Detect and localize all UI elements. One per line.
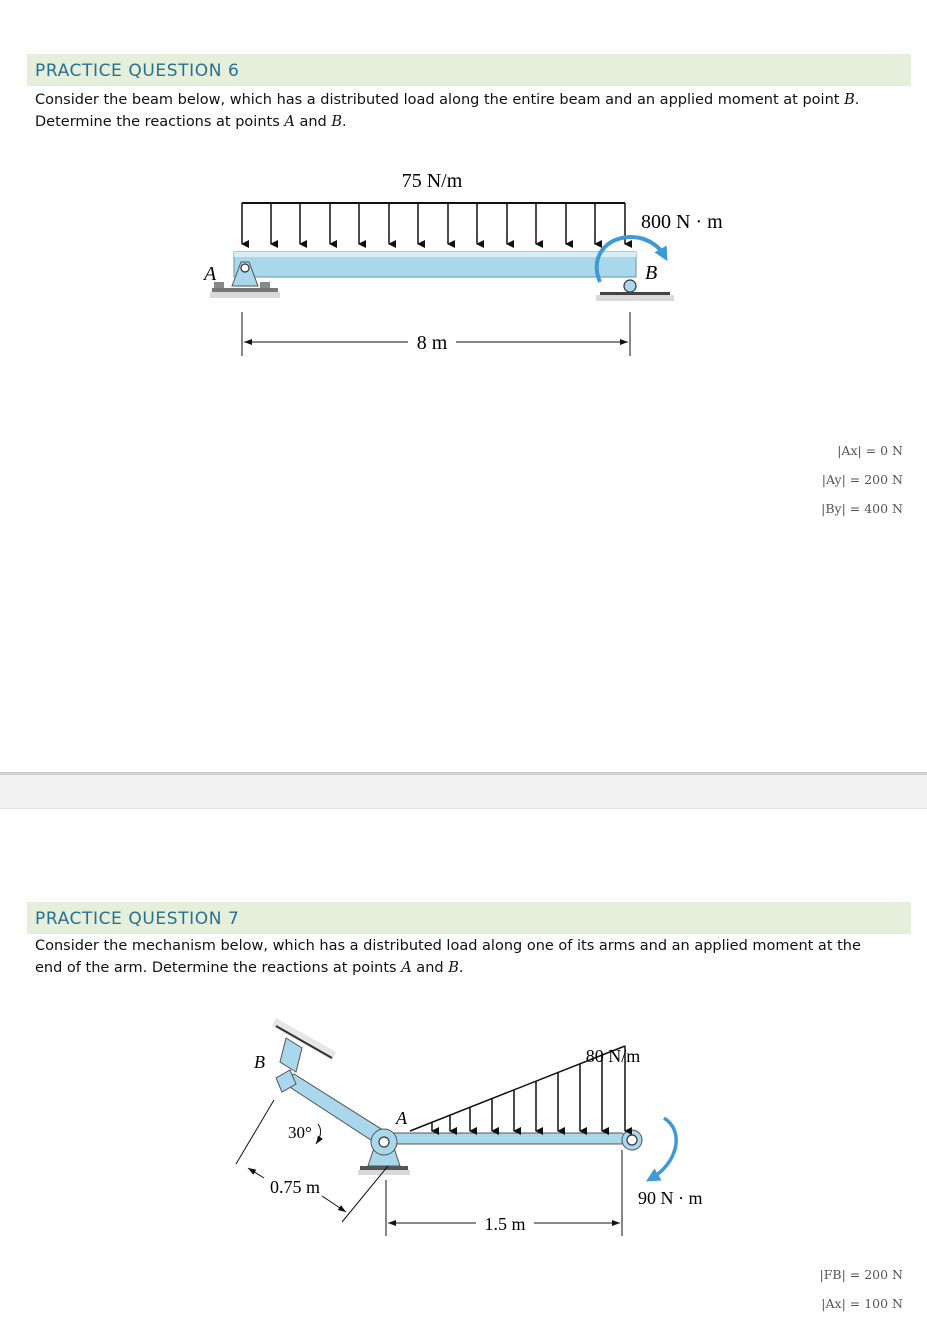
question-6-title: PRACTICE QUESTION 6 — [35, 61, 240, 81]
question-7-var-a: A — [401, 960, 412, 976]
answer-by: |By| = 400 N — [821, 501, 903, 516]
length-label: 8 m — [416, 332, 448, 354]
load-label: 75 N/m — [401, 170, 463, 192]
question-6-var-b2: B — [331, 114, 343, 130]
distributed-load-arrows — [242, 203, 625, 244]
answer-ax-7: |Ax| = 100 N — [821, 1296, 903, 1311]
question-7-answers — [820, 1260, 903, 1318]
mech-point-b-label: B — [254, 1052, 265, 1072]
support-b-surface — [272, 1018, 336, 1072]
question-7-title: PRACTICE QUESTION 7 — [35, 909, 240, 929]
question-7-var-b: B — [448, 960, 459, 976]
answer-fb: |FB| = 200 N — [819, 1267, 903, 1282]
question-6-text-and: and — [294, 114, 332, 130]
point-a-label: A — [204, 263, 217, 285]
point-b-label: B — [645, 262, 658, 284]
mech-load-label: 80 N/m — [585, 1046, 641, 1066]
question-6-text-line1-end: . — [854, 92, 860, 108]
question-6-var-a: A — [284, 114, 295, 130]
question-6-answers — [821, 436, 903, 523]
span-label: 1.5 m — [484, 1214, 526, 1234]
page-separator-gap — [0, 775, 927, 809]
mechanism-figure — [0, 1000, 927, 1260]
moment-label: 800 N · m — [641, 211, 723, 233]
horizontal-arm — [384, 1133, 624, 1144]
answer-ay: |Ay| = 200 N — [821, 472, 903, 487]
question-7-text — [35, 935, 895, 979]
question-7-text-and: and — [411, 960, 449, 976]
question-6-text-line2: Determine the reactions at points — [35, 114, 285, 130]
arm-end-hole — [627, 1135, 637, 1145]
question-6-text-line1: Consider the beam below, which has a distributed load along the entire beam and an applied moment at point — [35, 92, 845, 108]
angle-label: 30° — [288, 1123, 312, 1142]
mech-point-a-label: A — [396, 1108, 407, 1128]
answer-ax: |Ax| = 0 N — [837, 443, 903, 458]
question-7-text-line2: end of the arm. Determine the reactions at points — [35, 960, 402, 976]
question-7-text-line2-end: . — [458, 960, 464, 976]
beam-figure — [0, 0, 927, 400]
beam-highlight — [234, 252, 636, 257]
roller-support-b — [596, 280, 674, 301]
arm-length-label: 0.75 m — [270, 1177, 321, 1197]
question-7-text-line1: Consider the mechanism below, which has a distributed load along one of its arms and an applied moment at the — [35, 938, 861, 954]
question-6-text-line2-end: . — [342, 114, 347, 130]
question-6-var-b: B — [844, 92, 855, 108]
mech-moment-label: 90 N · m — [638, 1188, 703, 1208]
mech-moment-arrow-icon — [652, 1118, 676, 1178]
